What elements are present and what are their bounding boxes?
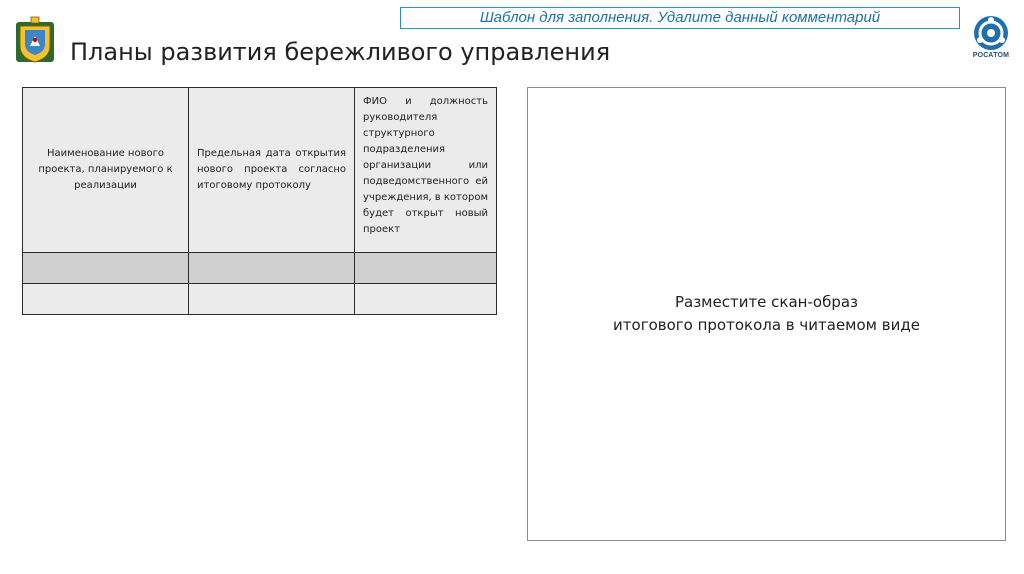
scan-placeholder-line-2: итогового протокола в читаемом виде <box>613 316 920 334</box>
table-cell[interactable] <box>189 284 355 315</box>
scan-placeholder-box[interactable] <box>527 87 1006 541</box>
scan-placeholder-line-1: Разместите скан-образ <box>674 293 859 311</box>
table-cell[interactable] <box>355 253 497 284</box>
template-comment[interactable]: Шаблон для заполнения. Удалите данный комментарий <box>400 7 960 29</box>
rosatom-caption: РОСАТОМ <box>972 52 1010 59</box>
table-cell[interactable] <box>189 253 355 284</box>
coat-of-arms-icon <box>14 16 56 66</box>
page-title: Планы развития бережливого управления <box>70 38 611 66</box>
column-header-project-name: Наименование нового проекта, планируемого к реализации <box>23 88 189 253</box>
rosatom-icon <box>968 14 1014 52</box>
table-row <box>23 284 497 315</box>
column-header-manager: ФИО и должность руководителя структурного подразделения организации или подведомственного ей учреждения, в котором будет открыт новый проект <box>355 88 497 253</box>
rosatom-logo <box>968 14 1014 62</box>
column-header-deadline: Предельная дата открытия нового проекта согласно итоговому протоколу <box>189 88 355 253</box>
table-cell[interactable] <box>23 253 189 284</box>
table-header-row <box>23 88 497 253</box>
scan-placeholder-text <box>613 291 920 337</box>
table-cell[interactable] <box>23 284 189 315</box>
plan-table <box>22 87 497 315</box>
table-row <box>23 253 497 284</box>
table-cell[interactable] <box>355 284 497 315</box>
